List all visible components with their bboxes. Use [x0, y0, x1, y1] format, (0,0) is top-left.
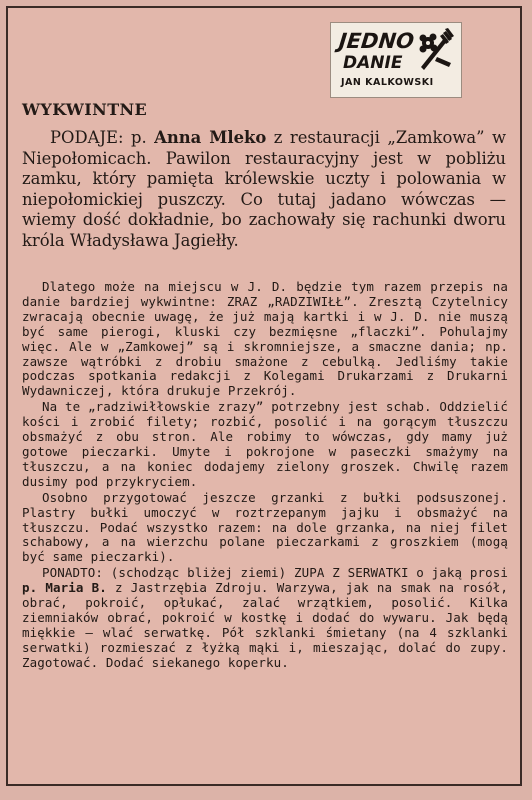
- logo-title-jedno: JEDNO: [337, 29, 416, 53]
- article-lead: [22, 128, 506, 251]
- body-paragraph: Dlatego może na miejscu w J. D. będzie tym razem przepis na danie bardziej wykwintne: ZRAZ „RADZIWIŁŁ”. Zresztą Czytelnicy zwracają obecnie uwagę, że już mają kartki i w J. D. nie muszą być same pierogi, kluski czy bezmięsne „flaczki”. Pohulajmy więc. Ale w „Zamkowej” są i skromniejsze, a smaczne dania; np. zawsze wątróbki z drobiu smażone z cebulką. Jedliśmy takie podczas spotkania redakcji z Kolegami Drukarzami z Drukarni Wydawniczej, która drukuje Przekrój.: [22, 279, 508, 399]
- logo-author: JAN KALKOWSKI: [341, 77, 434, 88]
- ponadto-text: z Jastrzębia Zdroju. Warzywa, jak na smak na rosół, obrać, pokroić, opłukać, zalać wrzątkiem, posolić. Kilka ziemniaków obrać, pokroić w kostkę i dodać do wywaru. Jak będą miękkie — wlać serwatkę. Pół szklanki śmietany (na 4 szklanki serwatki) rozmieszać z łyżką mąki i, mieszając, dolać do zupy. Zagotować. Dodać siekanego koperku.: [22, 580, 508, 670]
- lead-text: z restauracji „Zamkowa” w Niepołomicach. Pawilon restauracyjny jest w pobliżu zamku, który pamięta królewskie uczty i polowania w niepołomickiej puszczy. Co tutaj jadano wówczas — wiemy dość dokładnie, bo zachowały się rachunki dworu króla Władysława Jagiełły.: [22, 128, 506, 250]
- article-body: [22, 280, 508, 672]
- column-logo: [330, 22, 462, 98]
- body-paragraph: Osobno przygotować jeszcze grzanki z bułki podsuszonej. Plastry bułki umoczyć w roztrzepanym jajku i obsmażyć na tłuszczu. Podać wszystko razem: na dole grzanka, na niej filet schabowy, a na wierzchu polane pieczarkami z groszkiem (mogą być same pieczarki).: [22, 489, 508, 565]
- ponadto-paragraph: [22, 566, 508, 670]
- ponadto-reader-name: p. Maria B.: [22, 580, 107, 596]
- lead-author-name: Anna Mleko: [154, 128, 267, 147]
- article-headline: WYKWINTNE: [22, 100, 148, 119]
- fork-and-flower-icon: [415, 27, 457, 75]
- body-paragraph: Na te „radziwiłłowskie zrazy” potrzebny jest schab. Oddzielić kości i zrobić filety; rozbić, posolić i na gorącym tłuszczu obsmażyć z obu stron. Ale robimy to wówczas, gdy mamy już gotowe pieczarki. Umyte i pokrojone w paseczki smażymy na tłuszczu, a na koniec dodajemy zielony groszek. Chwilę razem dusimy pod przykryciem.: [22, 399, 508, 489]
- logo-title-danie: DANIE: [343, 53, 403, 73]
- ponadto-prefix: PONADTO: (schodząc bliżej ziemi) ZUPA Z SERWATKI o jaką prosi: [42, 565, 508, 581]
- lead-prefix: PODAJE: p.: [50, 128, 155, 147]
- clipping-frame: [6, 6, 522, 786]
